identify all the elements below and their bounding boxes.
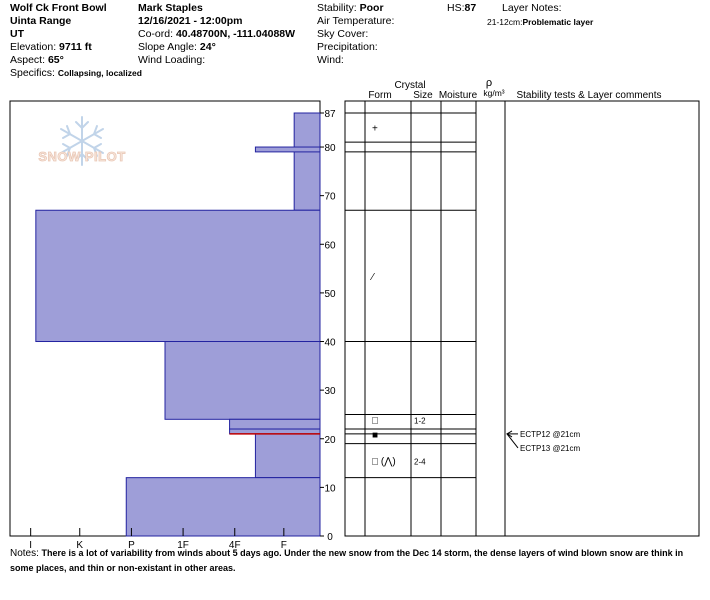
sky-cover-label: Sky Cover: (317, 28, 369, 40)
test-result-label: ECTP12 @21cm (520, 429, 581, 439)
depth-tick-label: 20 (324, 434, 336, 446)
air-temp-label: Air Temperature: (317, 15, 395, 27)
notes-section (10, 546, 700, 576)
test-result-arrow (507, 434, 518, 448)
hardness-tick-label: 4F (228, 540, 241, 551)
hardness-tick-label: F (280, 540, 287, 551)
hardness-layer-bar (36, 210, 320, 341)
state-name: UT (10, 28, 24, 40)
depth-tick-label: 70 (324, 191, 336, 203)
slope-label: Slope Angle: (138, 41, 197, 53)
grain-form-symbol: □ (372, 415, 379, 427)
hardness-layers (36, 113, 320, 536)
depth-tick-label: 80 (324, 143, 336, 155)
grain-form-symbol: ⁄ (372, 271, 374, 283)
grain-form-symbols (369, 124, 396, 468)
grain-form-symbol: + (372, 123, 378, 135)
elevation-label: Elevation: (10, 41, 57, 53)
hardness-tick-label: 1F (177, 540, 189, 551)
size-column-header: Size (413, 90, 433, 101)
depth-tick-label: 10 (324, 483, 336, 495)
slope-value: 24° (199, 41, 216, 53)
coord-label: Co-ord: (138, 28, 174, 40)
depth-tick-label: 0 (327, 532, 333, 543)
aspect-value: 65° (47, 54, 64, 66)
hardness-tick-label: I (29, 540, 33, 551)
grain-size-values (414, 416, 426, 466)
specifics-label: Specifics: (10, 67, 55, 79)
form-column-header: Form (368, 90, 392, 101)
stability-label: Stability: (317, 2, 357, 14)
hs-value: 87 (464, 2, 477, 14)
layer-note-range: 21-12cm: (487, 17, 523, 27)
specifics-value: Collapsing, localized (57, 68, 142, 78)
observer-name: Mark Staples (138, 2, 203, 14)
depth-tick-label: 50 (324, 288, 336, 300)
grain-table-frame (345, 101, 699, 536)
wind-label: Wind: (317, 54, 344, 66)
grain-form-symbol: □ (⋀) (372, 456, 396, 468)
hardness-layer-bar (255, 434, 320, 478)
precip-label: Precipitation: (317, 41, 378, 53)
hardness-layer-bar (294, 113, 320, 210)
hardness-layer-bar (230, 419, 320, 429)
depth-tick-label: 87 (324, 109, 336, 120)
location-name: Wolf Ck Front Bowl (10, 2, 107, 14)
hardness-layer-bar (255, 147, 320, 152)
depth-tick-label: 30 (324, 386, 336, 398)
density-unit: kg/m³ (483, 88, 505, 98)
layer-notes-label: Layer Notes: (502, 2, 562, 14)
crystal-column-header: Crystal (394, 80, 426, 91)
depth-tick-label: 40 (324, 337, 336, 349)
wind-loading-label: Wind Loading: (138, 54, 206, 66)
hardness-tick-label: K (76, 540, 84, 551)
grain-size-label: 1-2 (414, 416, 426, 426)
grain-form-symbol: ■ (372, 429, 379, 441)
grain-table (345, 101, 699, 536)
hs-label: HS: (447, 2, 465, 14)
hardness-layer-bar (126, 478, 320, 536)
stability-test-results (507, 430, 580, 453)
notes-text: There is a lot of variability from winds about 5 days ago. Under the new snow from the Dec 14 storm, the dense layers of wind blown snow are think in some places, and thin or non-existant in other areas. (10, 548, 684, 573)
moisture-column-header: Moisture (438, 90, 478, 101)
aspect-label: Aspect: (10, 54, 46, 66)
observation-datetime: 12/16/2021 - 12:00pm (138, 15, 243, 27)
stability-value: Poor (359, 2, 384, 14)
coord-value: 40.48700N, -111.04088W (175, 28, 296, 40)
depth-axis (320, 109, 336, 543)
density-symbol: ρ (485, 77, 493, 89)
notes-label: Notes: (10, 548, 39, 559)
range-name: Uinta Range (10, 15, 72, 27)
grain-size-label: 2-4 (414, 457, 426, 467)
hardness-layer-bar (165, 342, 320, 420)
elevation-value: 9711 ft (59, 41, 92, 53)
hardness-tick-label: P (128, 540, 135, 551)
depth-tick-label: 60 (324, 240, 336, 252)
test-result-label: ECTP13 @21cm (520, 443, 581, 453)
tests-column-header: Stability tests & Layer comments (516, 90, 662, 101)
logo-text: SNOW PILOT (38, 149, 126, 164)
snowpilot-logo (38, 117, 125, 165)
layer-note-text: Problematic layer (522, 17, 594, 27)
